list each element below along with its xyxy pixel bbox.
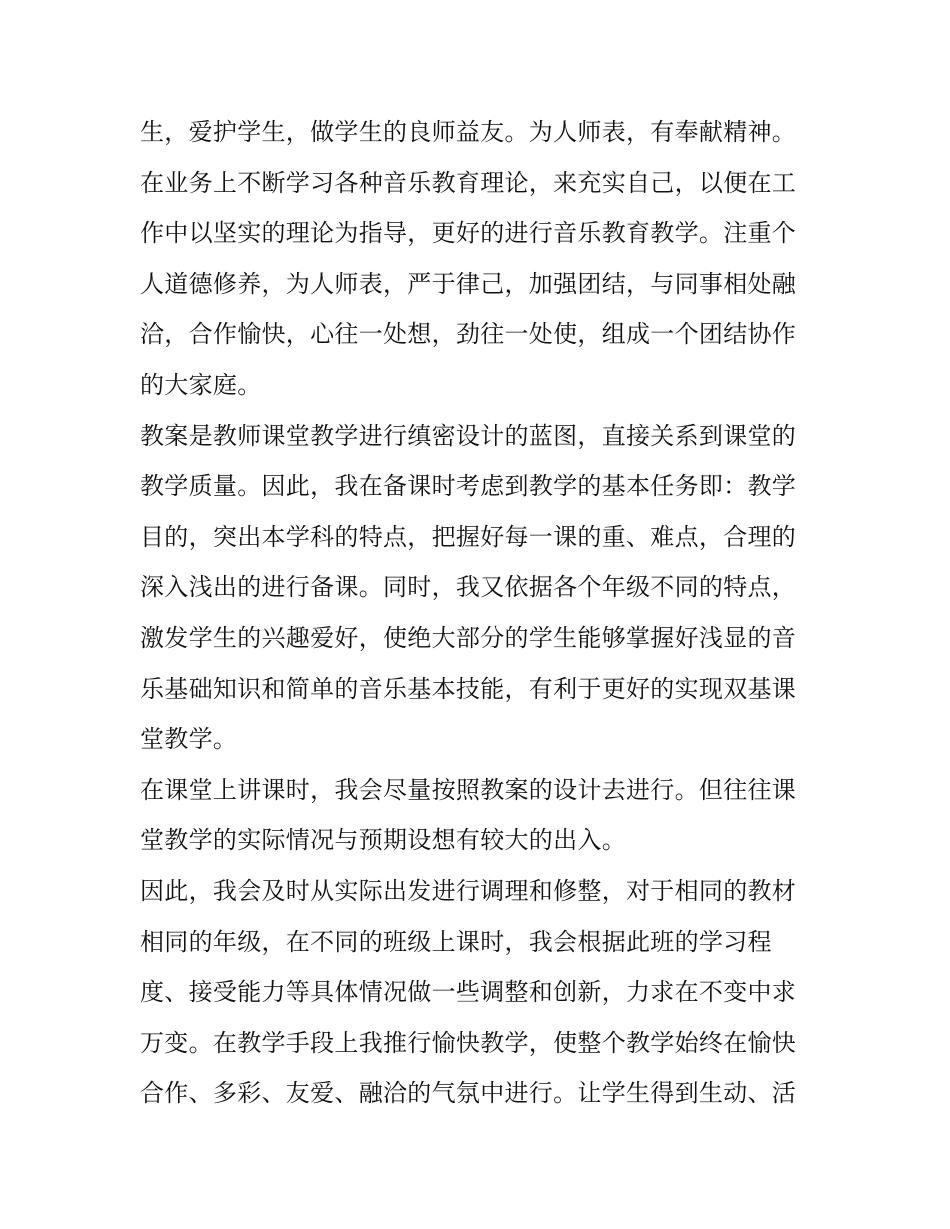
text-line: 深入浅出的进行备课。同时，我又依据各个年级不同的特点， (140, 573, 797, 602)
text-line: 作中以坚实的理论为指导，更好的进行音乐教育教学。注重个 (140, 219, 797, 248)
body-text (140, 107, 820, 1119)
text-line: 堂教学。 (140, 725, 238, 754)
text-line: 生，爱护学生，做学生的良师益友。为人师表，有奉献精神。 (140, 118, 797, 146)
text-line: 在课堂上讲课时，我会尽量按照教案的设计去进行。但往往课 (140, 775, 797, 804)
text-line: 合作、多彩、友爱、融洽的气氛中进行。让学生得到生动、活 (140, 1079, 797, 1108)
text-line: 洽，合作愉快，心往一处想，劲往一处使，组成一个团结协作 (140, 320, 797, 349)
text-line: 万变。在教学手段上我推行愉快教学，使整个教学始终在愉快 (140, 1028, 797, 1057)
text-line: 乐基础知识和简单的音乐基本技能，有利于更好的实现双基课 (140, 674, 797, 703)
text-line: 教案是教师课堂教学进行缜密设计的蓝图，直接关系到课堂的 (140, 421, 797, 450)
text-line: 在业务上不断学习各种音乐教育理论，来充实自己，以便在工 (140, 168, 797, 197)
text-line: 度、接受能力等具体情况做一些调整和创新，力求在不变中求 (140, 978, 797, 1007)
text-line: 因此，我会及时从实际出发进行调理和修整，对于相同的教材 (140, 876, 797, 905)
text-line: 的大家庭。 (140, 370, 262, 399)
text-line: 教学质量。因此，我在备课时考虑到教学的基本任务即：教学 (140, 472, 797, 501)
text-line: 激发学生的兴趣爱好，使绝大部分的学生能够掌握好浅显的音 (140, 623, 797, 652)
text-line: 目的，突出本学科的特点，把握好每一课的重、难点，合理的 (140, 522, 797, 551)
text-line: 堂教学的实际情况与预期设想有较大的出入。 (140, 826, 626, 855)
text-line: 人道德修养，为人师表，严于律己，加强团结，与同事相处融 (140, 269, 797, 298)
text-line: 相同的年级，在不同的班级上课时，我会根据此班的学习程 (140, 927, 772, 956)
